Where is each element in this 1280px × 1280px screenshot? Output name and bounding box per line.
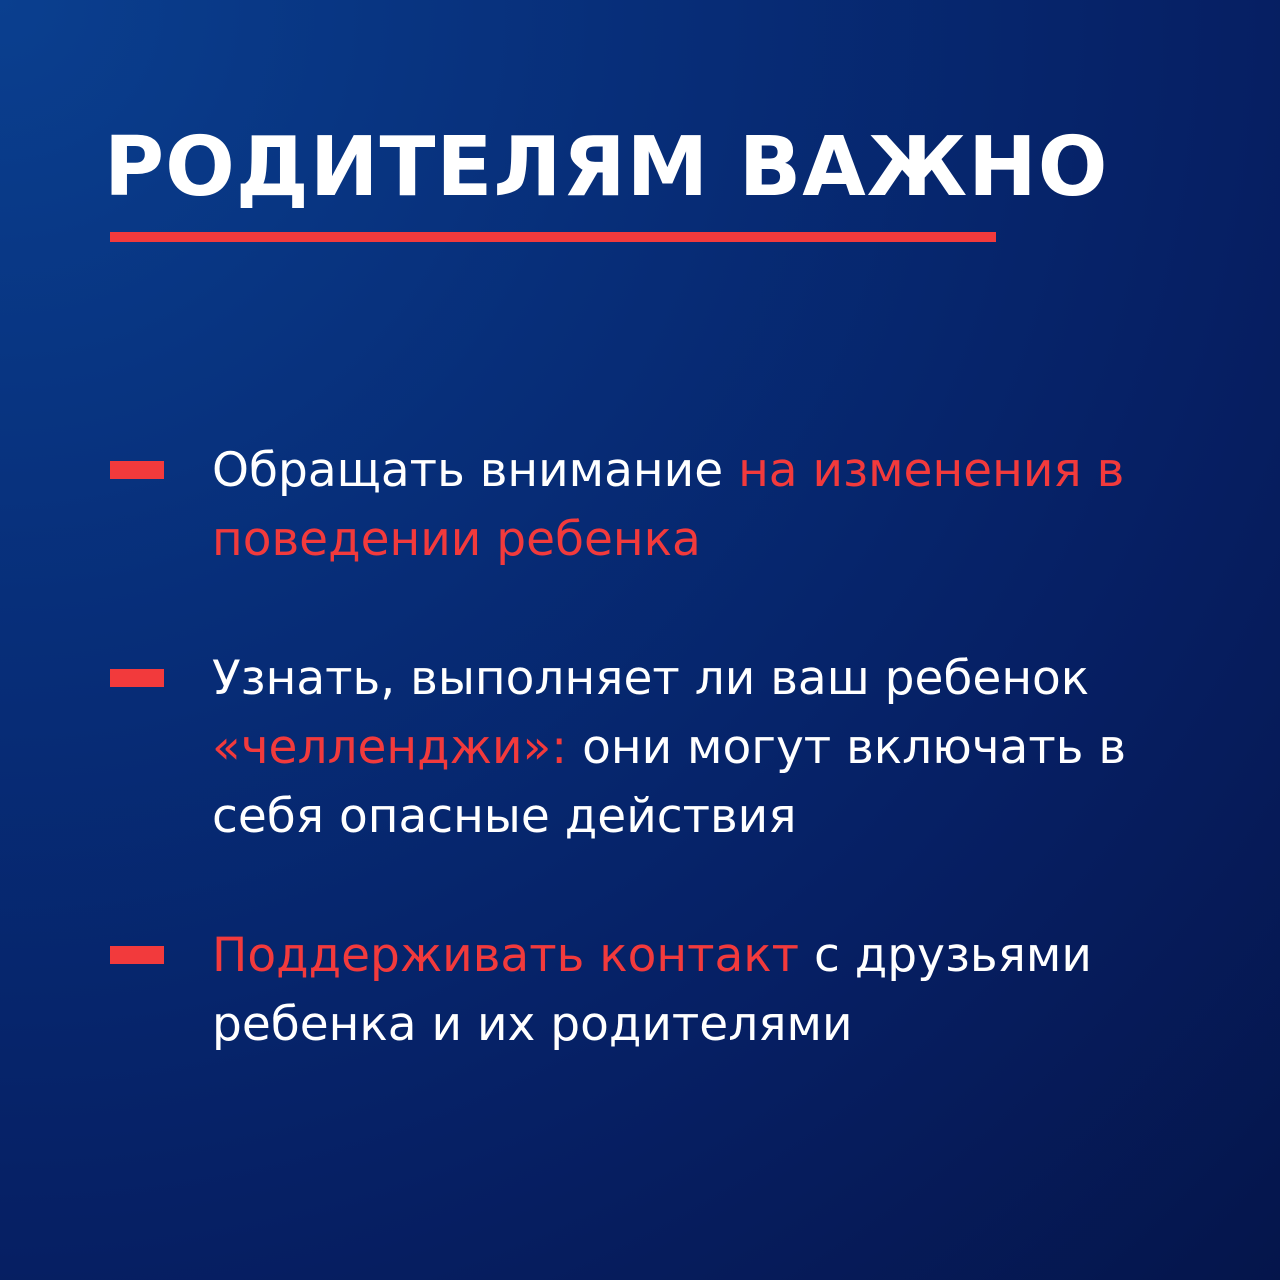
item-2-highlight: «челленджи»: <box>212 720 568 775</box>
list-item-1 <box>212 436 1232 574</box>
list-item-3 <box>212 921 1232 1059</box>
title-underline <box>110 232 996 242</box>
item-2-text-end: они могут включать в себя опасные действия <box>212 720 1127 844</box>
item-2-text: Узнать, выполняет ли ваш ребенок <box>212 651 1090 706</box>
item-1-highlight: на изменения в поведении ребенка <box>212 443 1125 567</box>
page-title: РОДИТЕЛЯМ ВАЖНО <box>104 120 1109 215</box>
item-1-text: Обращать внимание <box>212 443 739 498</box>
item-3-text: с друзьями ребенка и их родителями <box>212 928 1092 1052</box>
item-3-highlight: Поддерживать контакт <box>212 928 800 983</box>
bullet-marker-1 <box>110 461 164 479</box>
bullet-marker-3 <box>110 946 164 964</box>
bullet-marker-2 <box>110 669 164 687</box>
list-item-2 <box>212 644 1232 851</box>
